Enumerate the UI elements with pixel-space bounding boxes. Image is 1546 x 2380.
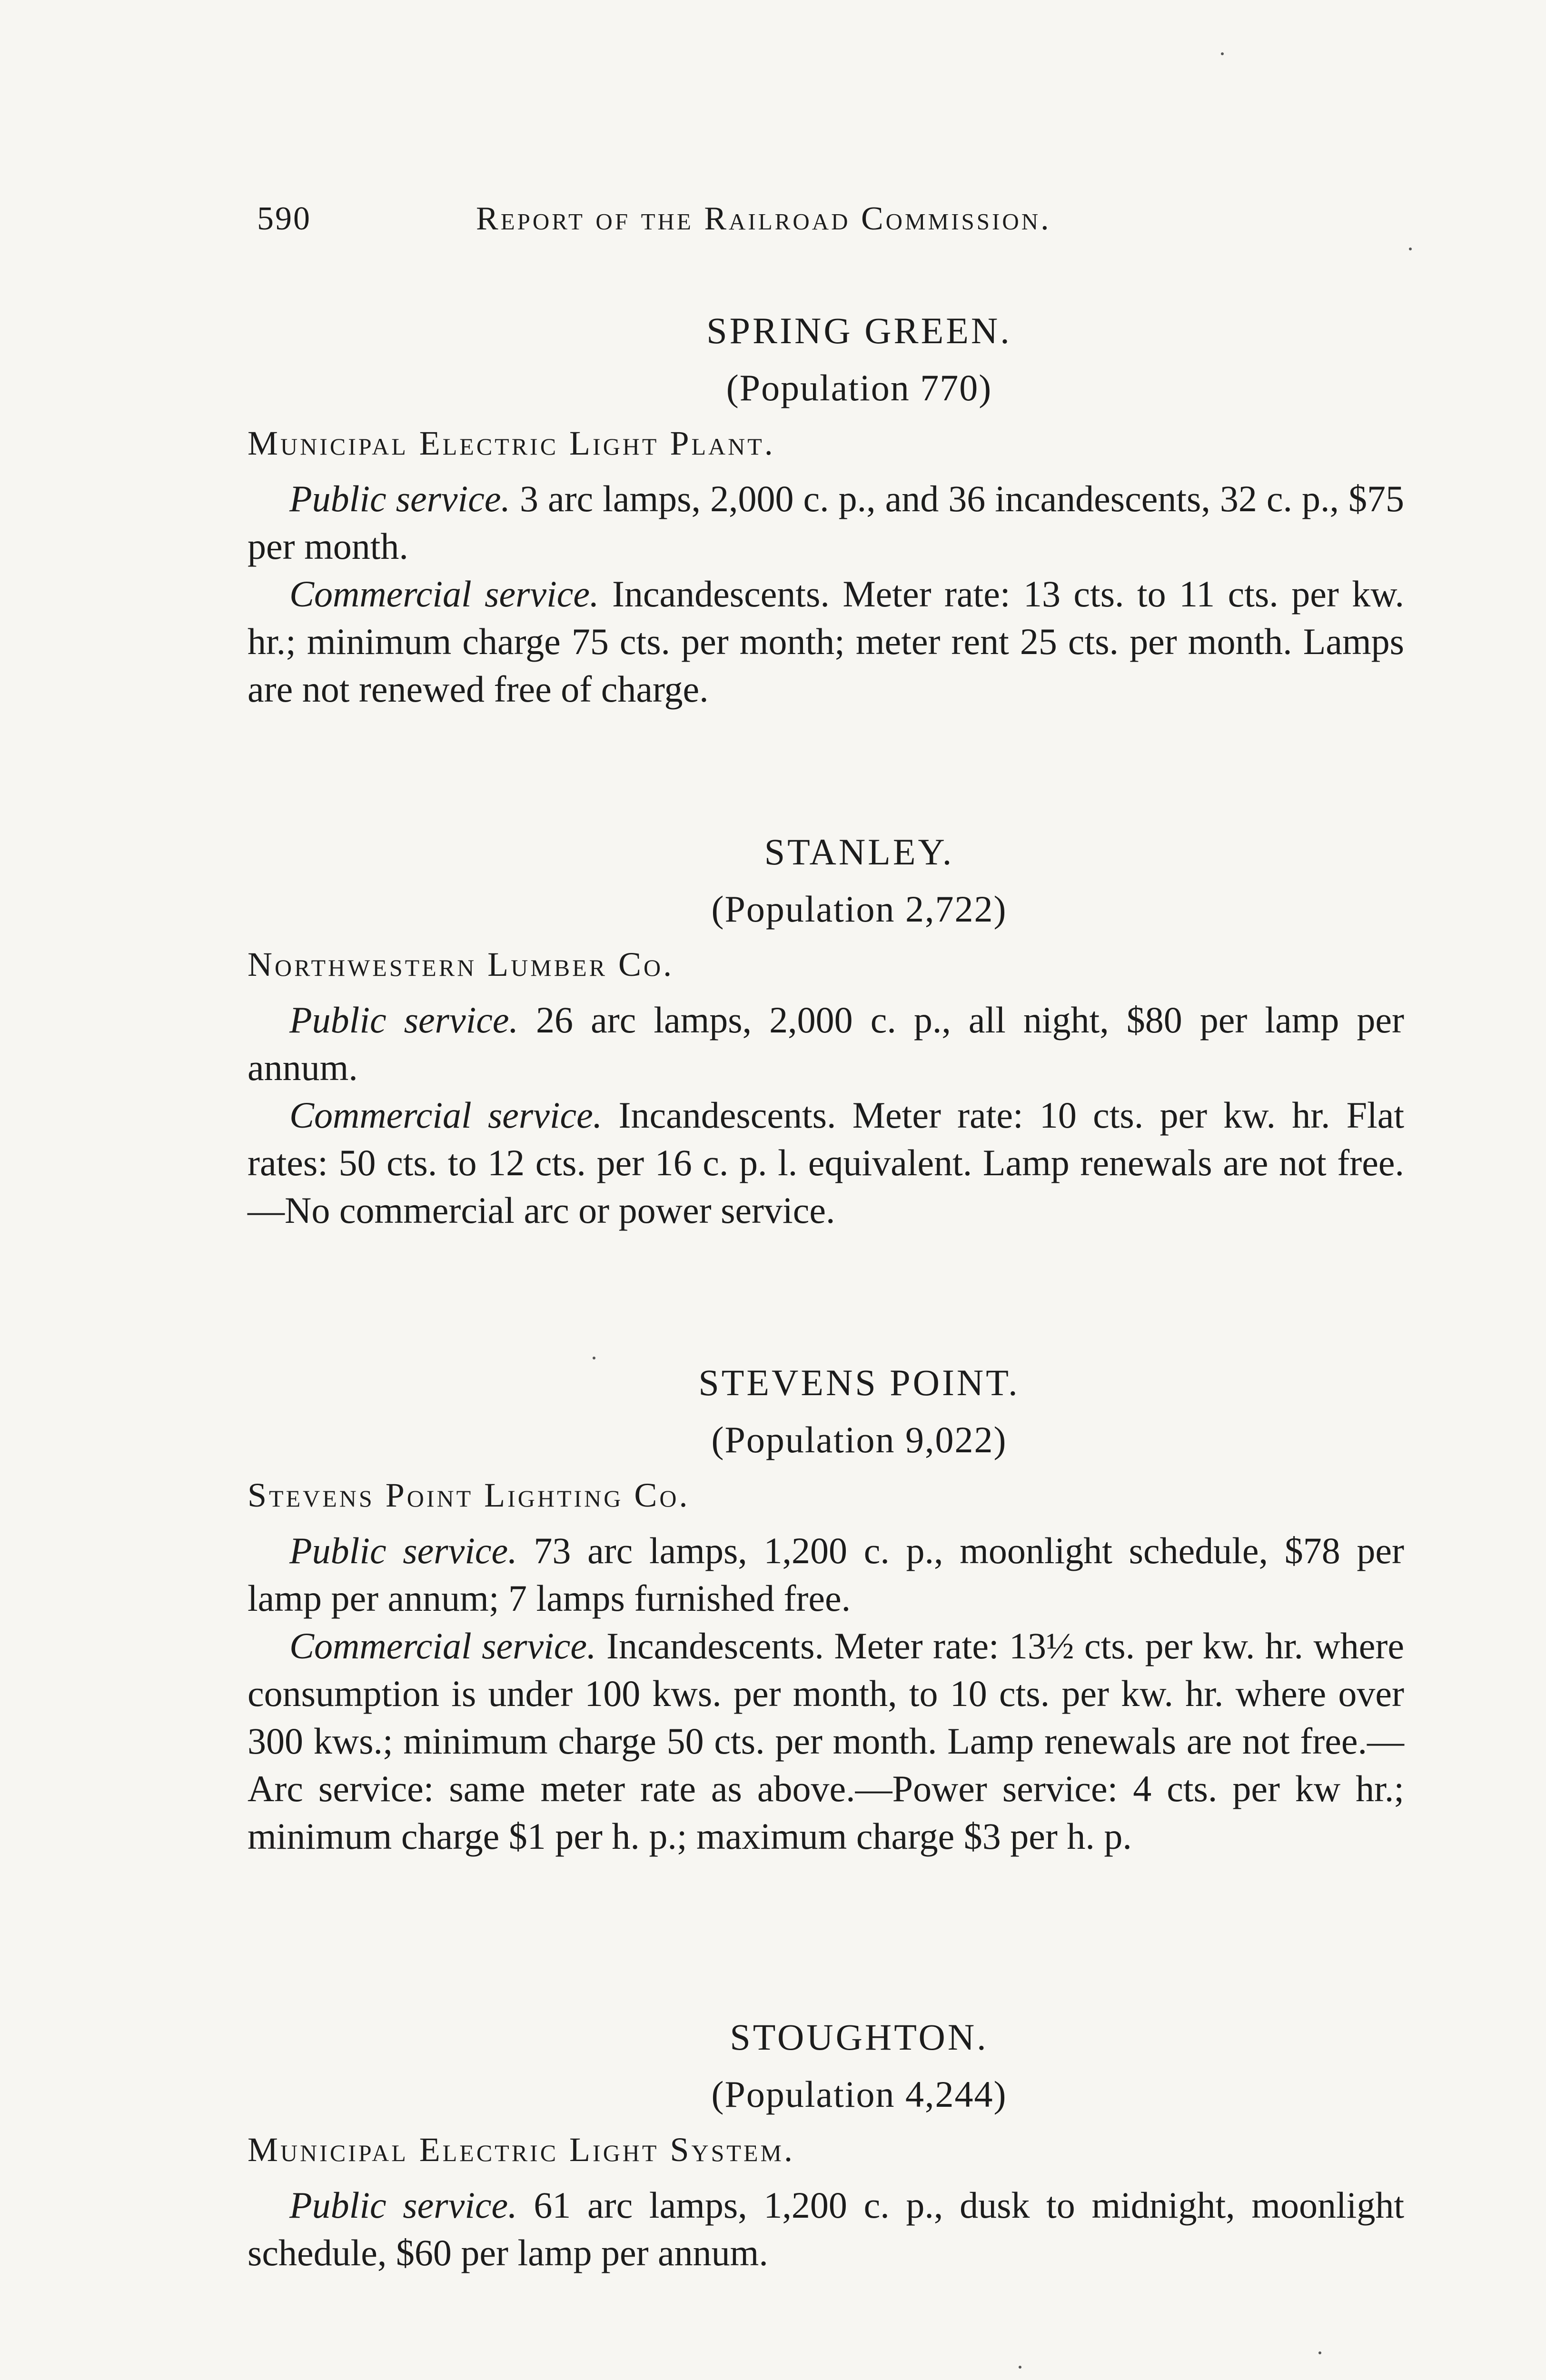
paper-speck [1318,2351,1321,2354]
service-label: Commercial service. [289,1625,596,1666]
paper-speck [1409,248,1412,250]
service-label: Public service. [289,2184,517,2226]
service-paragraph [248,996,1404,1091]
service-label: Commercial service. [289,1094,603,1136]
town-heading: STANLEY. [764,831,954,873]
page-header [257,200,1238,257]
service-text: Incandescents. Meter rate: 10 cts. per kw. hr. Flat rates: 50 cts. to 12 cts. per 16 c. p. l. equivalent. Lamp renewals are not free.—No commercial arc or power service. [248,1094,1404,1231]
service-label: Public service. [289,1530,517,1571]
town-section-stanley [248,831,1404,1234]
service-text: Incandescents. Meter rate: 13½ cts. per kw. hr. where consumption is under 100 kws. per month, to 10 cts. per kw. hr. where over 300 kws.; minimum charge 50 cts. per month. Lamp renewals are not free.—Arc service: same meter rate as above.—Power service: 4 cts. per kw hr.; minimum charge $1 per h. p.; maximum charge $3 per h. p. [248,1625,1404,1857]
provider-name: Northwestern Lumber Co. [248,945,674,983]
provider-name: Municipal Electric Light Plant. [248,424,775,462]
provider-name: Municipal Electric Light System. [248,2131,795,2169]
town-heading: SPRING GREEN. [706,310,1012,351]
town-section-stevens-point [248,1361,1404,1860]
town-section-stoughton [248,2016,1404,2277]
service-text: 61 arc lamps, 1,200 c. p., dusk to midnight, moonlight schedule, $60 per lamp per annum. [248,2184,1405,2273]
running-title: Report of the Railroad Commission. [476,200,1051,237]
population-line: (Population 2,722) [711,888,1007,930]
service-text: Incandescents. Meter rate: 13 cts. to 11 cts. per kw. hr.; minimum charge 75 cts. per month; meter rent 25 cts. per month. Lamps are not renewed free of charge. [248,573,1404,710]
provider-name: Stevens Point Lighting Co. [248,1476,690,1514]
paper-speck [593,1357,595,1359]
population-line: (Population 770) [726,367,992,408]
service-label: Commercial service. [289,573,599,615]
population-line: (Population 4,244) [711,2073,1007,2115]
paper-speck [1019,2366,1021,2369]
service-paragraph [248,2182,1404,2277]
service-label: Public service. [289,999,519,1041]
town-heading: STOUGHTON. [730,2016,989,2058]
population-line: (Population 9,022) [711,1419,1007,1460]
service-text: 26 arc lamps, 2,000 c. p., all night, $80 per lamp per annum. [248,999,1405,1088]
service-paragraph [248,570,1404,713]
page-number: 590 [257,200,311,237]
service-text: 3 arc lamps, 2,000 c. p., and 36 incandescents, 32 c. p., $75 per month. [248,478,1404,567]
service-label: Public service. [289,478,510,519]
service-paragraph [248,1622,1404,1860]
service-text: 73 arc lamps, 1,200 c. p., moonlight schedule, $78 per lamp per annum; 7 lamps furnished free. [248,1530,1404,1619]
service-paragraph [248,475,1404,570]
service-paragraph [248,1091,1404,1234]
paper-speck [1221,52,1224,55]
service-paragraph [248,1527,1404,1622]
town-section-spring-green [248,309,1404,713]
town-heading: STEVENS POINT. [698,1362,1020,1403]
